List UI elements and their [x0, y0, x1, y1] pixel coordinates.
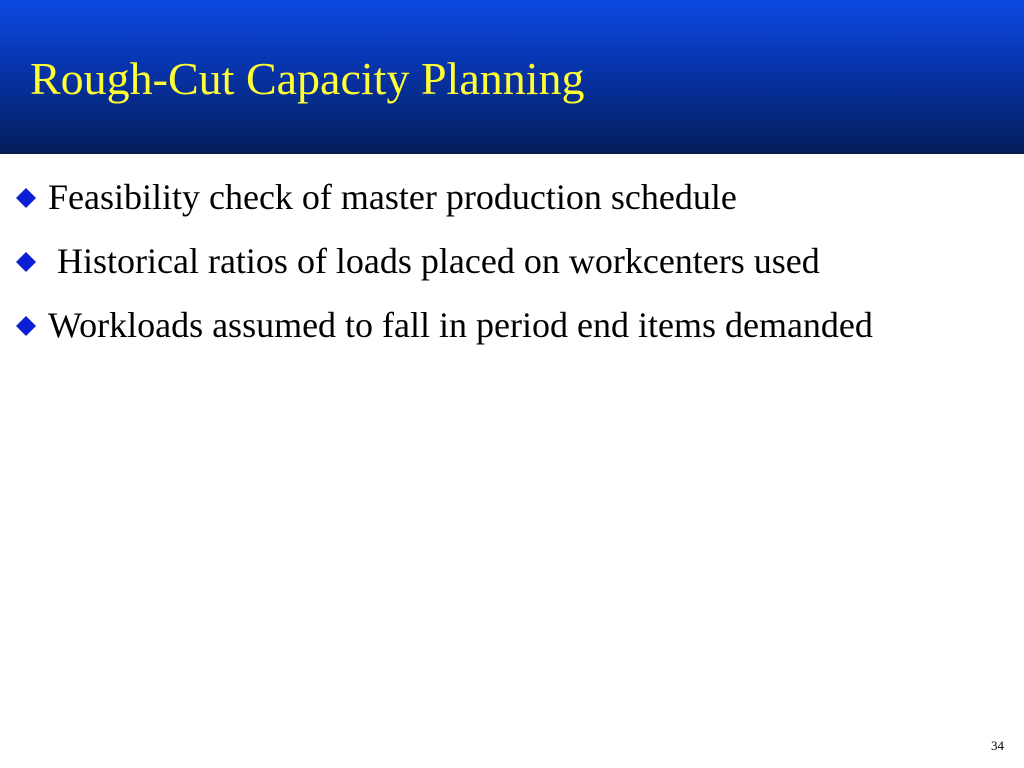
bullet-text: Historical ratios of loads placed on workcenters used [48, 241, 820, 281]
title-divider [0, 152, 1024, 154]
diamond-icon [16, 316, 36, 336]
bullet-item [0, 234, 1024, 288]
slide-title: Rough-Cut Capacity Planning [30, 53, 585, 104]
bullet-item [0, 298, 1024, 352]
diamond-icon [16, 252, 36, 272]
bullet-text: Workloads assumed to fall in period end items demanded [48, 305, 873, 345]
bullet-text: Feasibility check of master production schedule [48, 177, 737, 217]
page-number: 34 [991, 738, 1004, 753]
bullet-item [0, 170, 1024, 224]
bullet-list [0, 170, 1024, 362]
diamond-icon [16, 188, 36, 208]
